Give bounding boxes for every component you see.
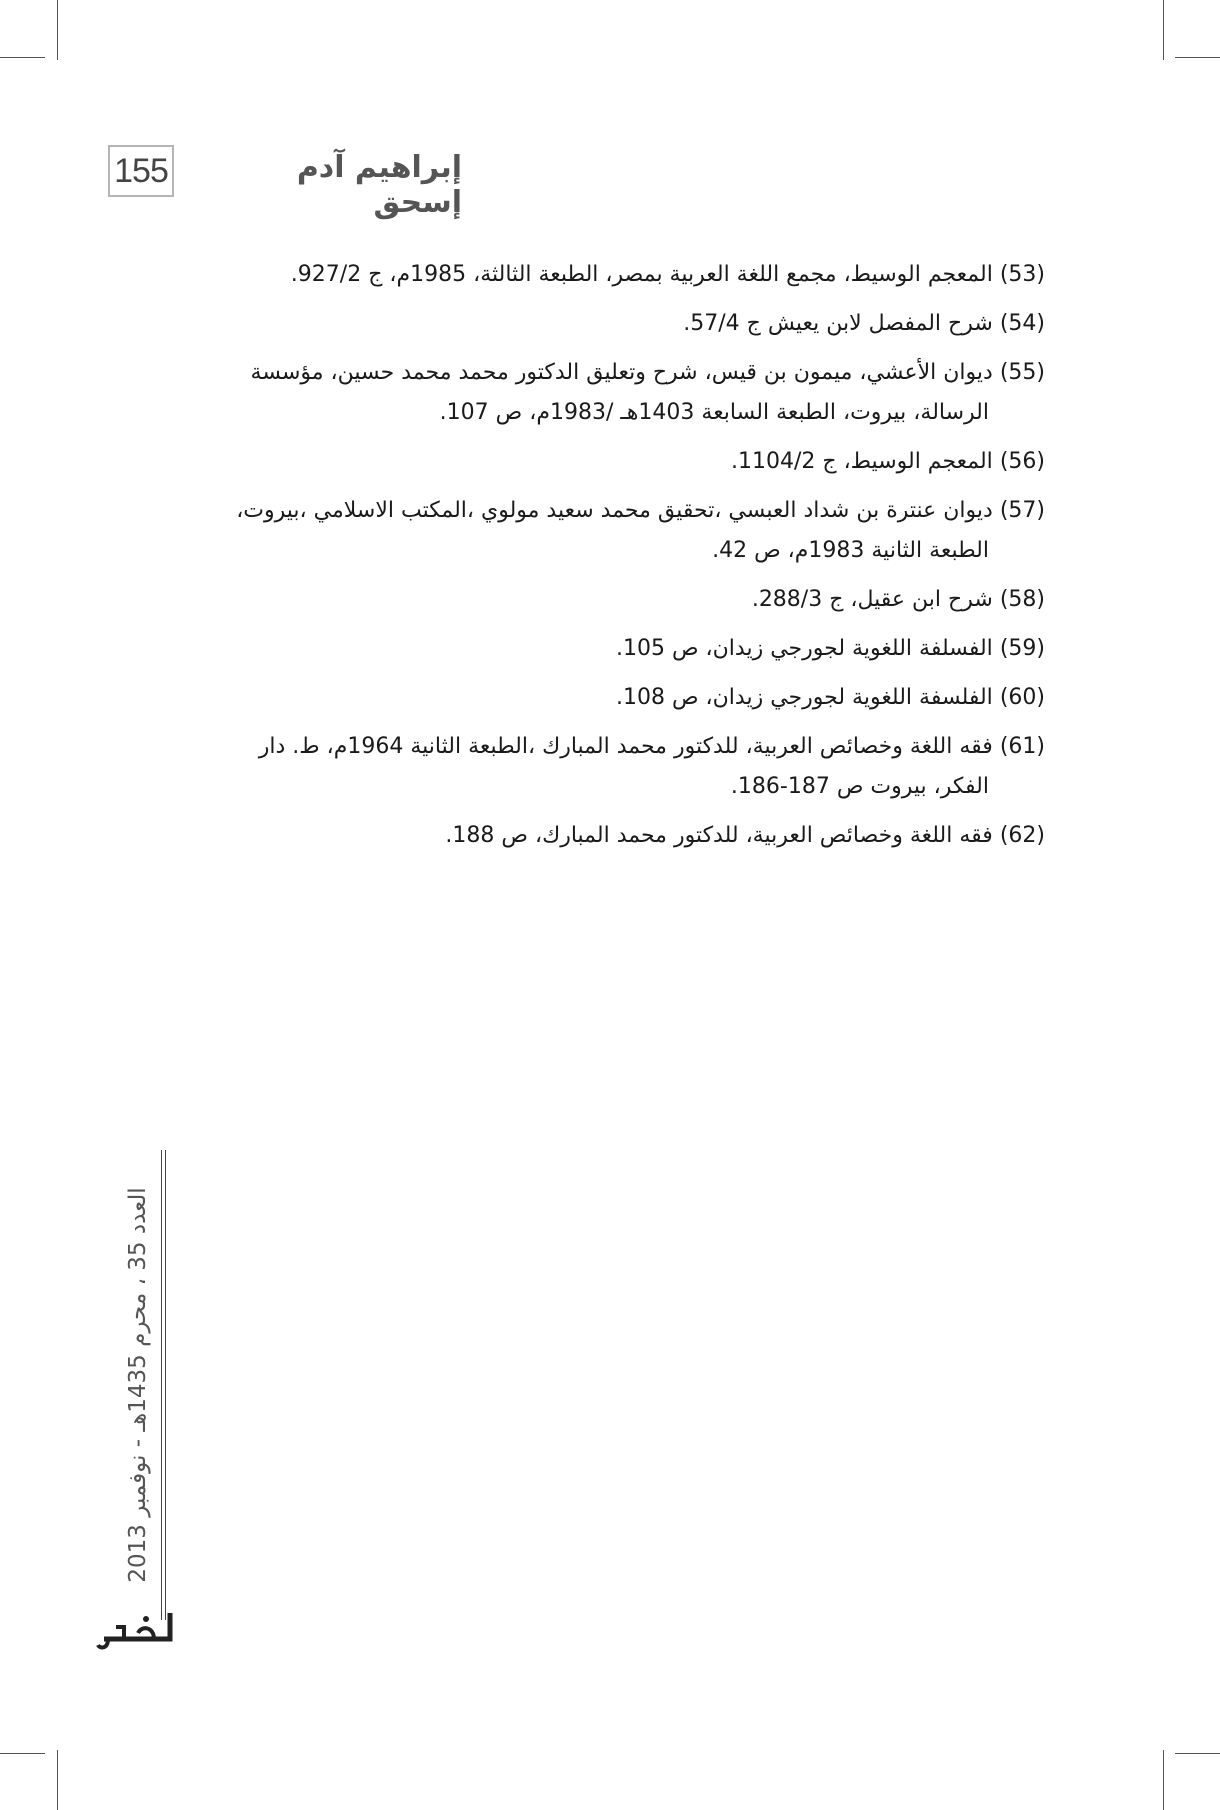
- crop-mark: [57, 0, 58, 60]
- sidebar-divider: [161, 1150, 166, 1620]
- reference-number: (54): [999, 311, 1045, 336]
- reference-text-continued: الطبعة الثانية 1983م، ص 42.: [712, 538, 989, 563]
- reference-text: شرح المفصل لابن يعيش ج 57/4.: [683, 311, 993, 336]
- crop-mark: [1163, 1750, 1164, 1810]
- reference-text: شرح ابن عقيل، ج 288/3.: [751, 587, 993, 612]
- reference-item: [200, 816, 1045, 856]
- reference-item: [200, 678, 1045, 718]
- journal-logo-icon: [96, 1605, 176, 1653]
- reference-text: ديوان عنترة بن شداد العبسي ،تحقيق محمد سعيد مولوي ،المكتب الاسلامي ،بيروت،: [236, 498, 993, 523]
- reference-item: [200, 491, 1045, 571]
- reference-number: (56): [999, 449, 1045, 474]
- reference-number: (60): [999, 685, 1045, 710]
- crop-mark: [0, 57, 45, 58]
- reference-number: (57): [999, 498, 1045, 523]
- reference-item: [200, 580, 1045, 620]
- crop-mark: [1175, 57, 1220, 58]
- reference-text: الفلسفة اللغوية لجورجي زيدان، ص 108.: [615, 685, 993, 710]
- crop-mark: [0, 1753, 45, 1754]
- reference-text-continued: الفكر، بيروت ص 187-186.: [730, 774, 989, 799]
- reference-number: (58): [999, 587, 1045, 612]
- reference-item: [200, 727, 1045, 807]
- reference-text-continued: الرسالة، بيروت، الطبعة السابعة 1403هـ /1983م، ص 107.: [439, 400, 989, 425]
- issue-info: العدد 35 ، محرم 1435هـ - نوفمبر 2013: [125, 1187, 151, 1583]
- reference-text: فقه اللغة وخصائص العربية، للدكتور محمد المبارك ،الطبعة الثانية 1964م، ط. دار: [258, 734, 993, 759]
- reference-item: [200, 353, 1045, 433]
- crop-mark: [1163, 0, 1164, 60]
- reference-number: (55): [999, 360, 1045, 385]
- reference-item: [200, 629, 1045, 669]
- reference-number: (62): [999, 823, 1045, 848]
- reference-number: (53): [999, 262, 1045, 287]
- running-header-author: إبراهيم آدم إسحق: [296, 150, 462, 220]
- reference-item: [200, 255, 1045, 295]
- page-number: 155: [108, 145, 174, 197]
- reference-text: المعجم الوسيط، ج 1104/2.: [730, 449, 993, 474]
- reference-text: فقه اللغة وخصائص العربية، للدكتور محمد المبارك، ص 188.: [445, 823, 993, 848]
- reference-number: (59): [999, 636, 1045, 661]
- reference-item: [200, 442, 1045, 482]
- reference-text: الفسلفة اللغوية لجورجي زيدان، ص 105.: [615, 636, 993, 661]
- reference-number: (61): [999, 734, 1045, 759]
- crop-mark: [57, 1750, 58, 1810]
- reference-text: المعجم الوسيط، مجمع اللغة العربية بمصر، الطبعة الثالثة، 1985م، ج 927/2.: [290, 262, 993, 287]
- reference-text: ديوان الأعشي، ميمون بن قيس، شرح وتعليق الدكتور محمد محمد حسين، مؤسسة: [250, 360, 993, 385]
- reference-item: [200, 304, 1045, 344]
- crop-mark: [1175, 1753, 1220, 1754]
- references-list: [200, 255, 1045, 865]
